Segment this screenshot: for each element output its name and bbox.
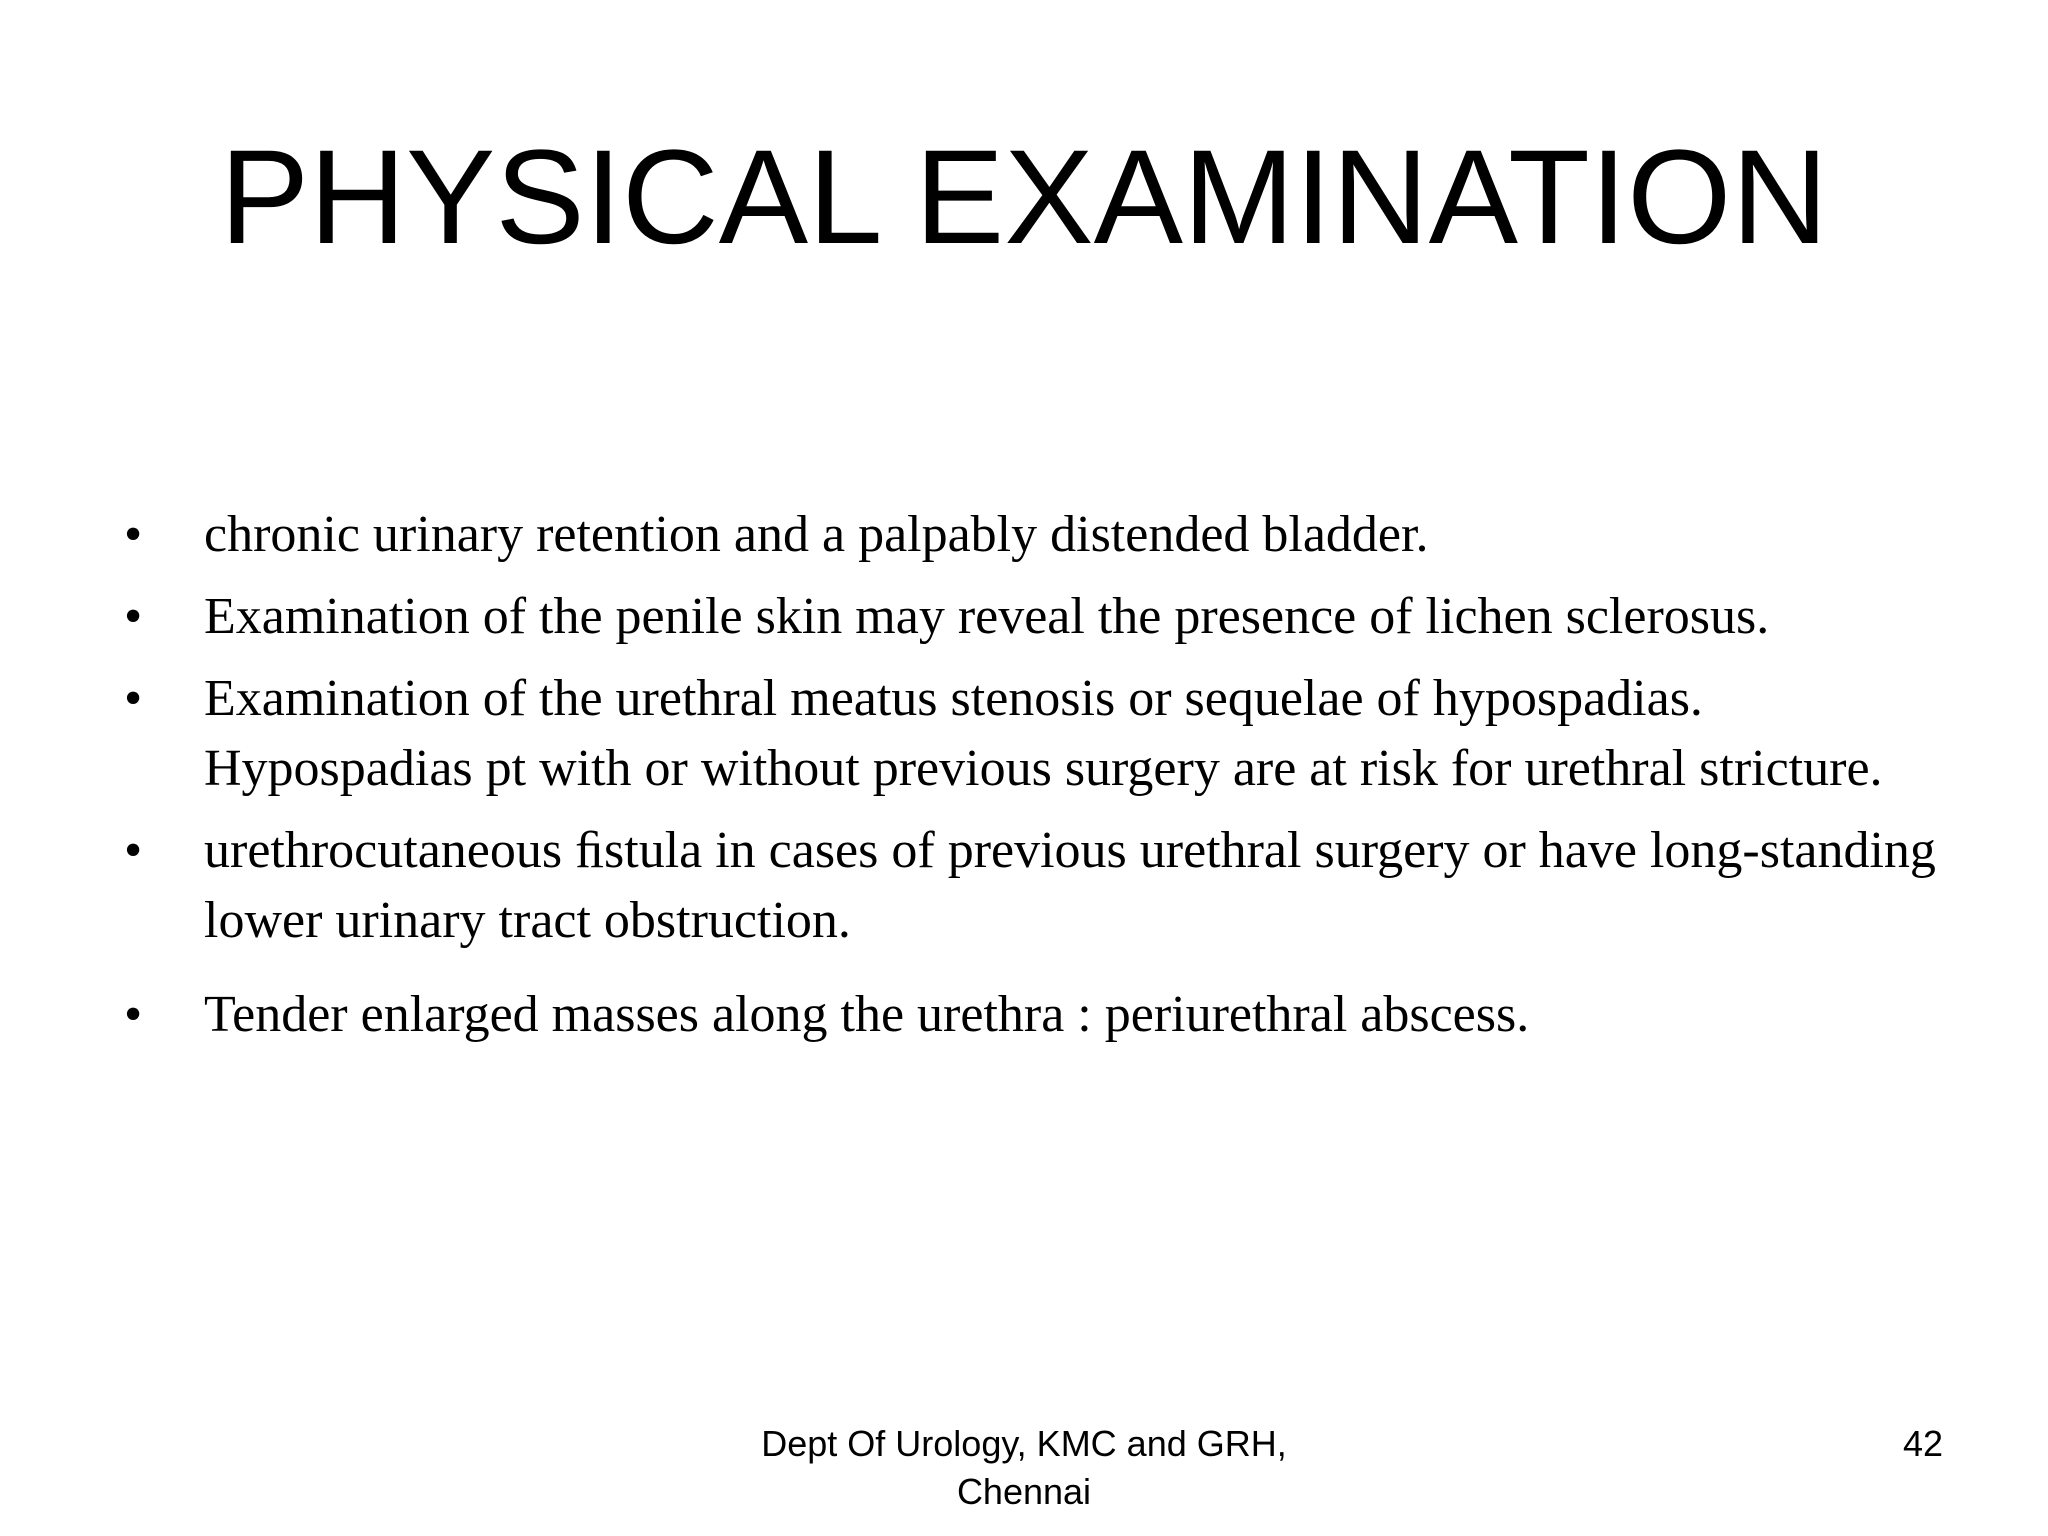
bullet-text: chronic urinary retention and a palpably distended bladder. bbox=[204, 506, 1429, 563]
bullet-icon: • bbox=[124, 822, 143, 879]
bullet-icon: • bbox=[124, 588, 143, 645]
bullet-item-abscess bbox=[120, 980, 1980, 1050]
bullet-item-retention bbox=[120, 500, 1980, 570]
bullet-text: Examination of the penile skin may reveal the presence of lichen sclerosus. bbox=[204, 588, 1770, 645]
bullet-item-fistula bbox=[120, 816, 1980, 956]
bullet-text: Tender enlarged masses along the urethra : periurethral abscess. bbox=[204, 986, 1530, 1043]
bullet-item-penile-skin bbox=[120, 582, 1980, 652]
footer-line-2: Chennai bbox=[956, 1471, 1092, 1512]
footer-line-1: Dept Of Urology, KMC and GRH, bbox=[761, 1423, 1287, 1464]
bullet-icon: • bbox=[124, 670, 143, 727]
bullet-icon: • bbox=[124, 506, 143, 563]
bullet-item-meatus bbox=[120, 664, 1980, 804]
bullet-text: urethrocutaneous ﬁstula in cases of previous urethral surgery or have long-standing lower urinary tract obstruction. bbox=[204, 822, 1936, 949]
bullet-list bbox=[120, 500, 1980, 1050]
bullet-icon: • bbox=[124, 986, 143, 1043]
page-number: 42 bbox=[1902, 1423, 1943, 1464]
slide-title: PHYSICAL EXAMINATION bbox=[219, 123, 1829, 272]
bullet-text: Examination of the urethral meatus stenosis or sequelae of hypospadias. Hypospadias pt with or without previous surgery are at risk for urethral stricture. bbox=[204, 670, 1883, 797]
slide-content bbox=[120, 500, 1980, 1062]
slide-footer bbox=[624, 1420, 1424, 1516]
